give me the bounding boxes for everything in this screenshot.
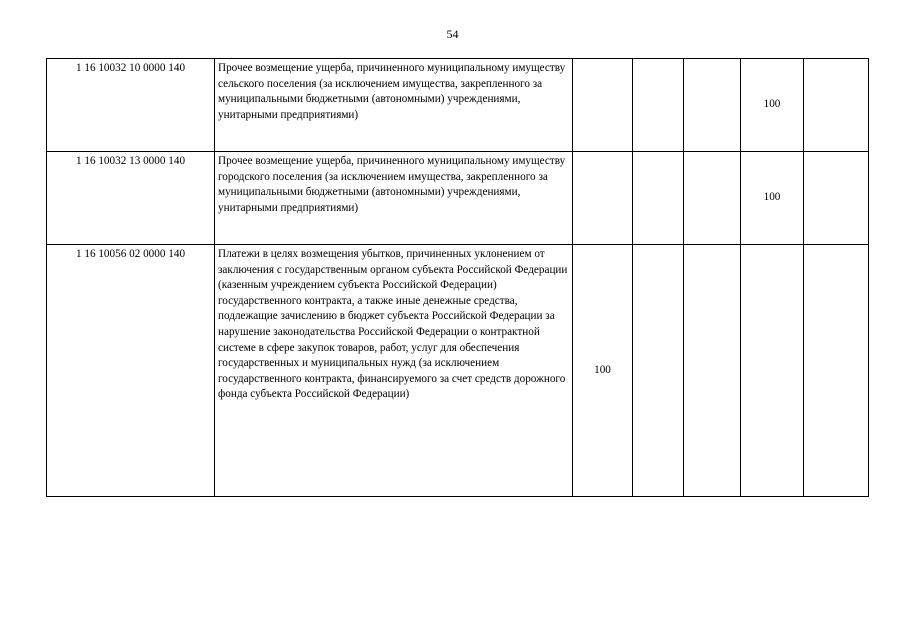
value-cell-1 (573, 152, 633, 245)
value-cell-1 (573, 59, 633, 152)
budget-code-cell: 1 16 10032 13 0000 140 (47, 152, 215, 245)
value-cell-4: 100 (741, 59, 804, 152)
page-number: 54 (446, 27, 459, 41)
value-cell-1: 100 (573, 245, 633, 497)
budget-code-cell: 1 16 10056 02 0000 140 (47, 245, 215, 497)
value-cell-2 (633, 245, 684, 497)
description-cell: Прочее возмещение ущерба, причиненного муниципальному имуществу сельского поселения (за исключением имущества, закрепленного за муниципальными бюджетными (автономными) учреждениями, унитарными предприятиями) (215, 59, 573, 152)
table-row (47, 59, 869, 152)
description-cell: Прочее возмещение ущерба, причиненного муниципальному имуществу городского поселения (за исключением имущества, закрепленного за муниципальными бюджетными (автономными) учреждениями, унитарными предприятиями) (215, 152, 573, 245)
value-cell-5 (804, 152, 869, 245)
budget-code-cell: 1 16 10032 10 0000 140 (47, 59, 215, 152)
value-cell-2 (633, 152, 684, 245)
value-cell-3 (684, 152, 741, 245)
value-cell-4: 100 (741, 152, 804, 245)
value-cell-5 (804, 59, 869, 152)
value-cell-2 (633, 59, 684, 152)
value-cell-3 (684, 59, 741, 152)
value-cell-4 (741, 245, 804, 497)
table-row (47, 245, 869, 497)
table-row (47, 152, 869, 245)
revenue-table (46, 58, 869, 497)
value-cell-3 (684, 245, 741, 497)
value-cell-5 (804, 245, 869, 497)
description-cell: Платежи в целях возмещения убытков, причиненных уклонением от заключения с государственным органом субъекта Российской Федерации (казенным учреждением субъекта Российской Федерации) государственного контракта, а также иные денежные средства, подлежащие зачислению в бюджет субъекта Российской Федерации за нарушение законодательства Российской Федерации о контрактной системе в сфере закупок товаров, работ, услуг для обеспечения государственных и муниципальных нужд (за исключением государственного контракта, финансируемого за счет средств дорожного фонда субъекта Российской Федерации) (215, 245, 573, 497)
